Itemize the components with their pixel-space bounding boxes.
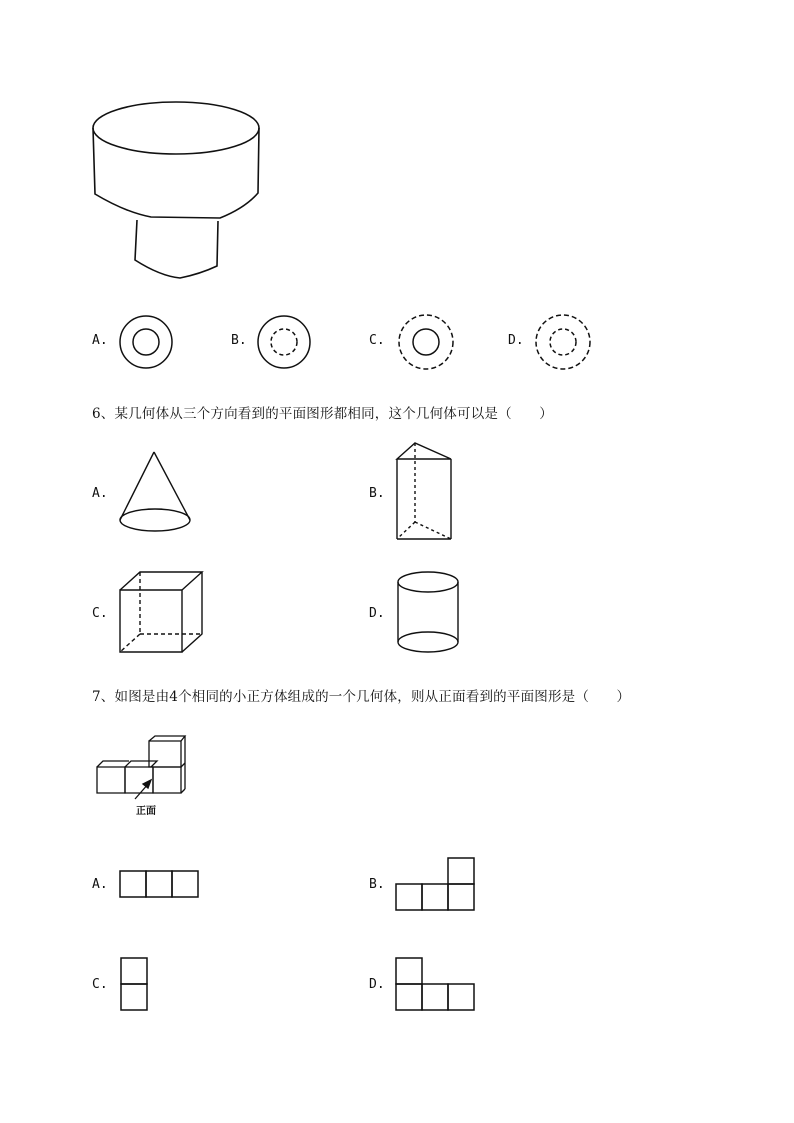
q6-option-b-label[interactable]: B. — [369, 486, 385, 501]
q7-option-b-label[interactable]: B. — [369, 877, 385, 892]
q7-option-c-label[interactable]: C. — [92, 977, 108, 992]
q6-cone-figure[interactable] — [118, 450, 194, 534]
q5-solid-figure — [85, 90, 275, 290]
q7-option-a-figure[interactable] — [118, 869, 200, 899]
q5-option-a-label[interactable]: A. — [92, 333, 108, 348]
q7-option-a-label[interactable]: A. — [92, 877, 108, 892]
q7-option-c-figure[interactable] — [119, 956, 149, 1012]
top-ellipse — [93, 102, 259, 154]
q5-option-b-figure[interactable] — [256, 314, 312, 370]
q6-option-d-label[interactable]: D. — [369, 606, 385, 621]
q5-option-b-label[interactable]: B. — [231, 333, 247, 348]
q6-option-a-label[interactable]: A. — [92, 486, 108, 501]
q5-option-a-figure[interactable] — [118, 314, 174, 370]
q7-front-caption: 正面 — [136, 806, 156, 817]
q6-cube-figure[interactable] — [118, 570, 206, 656]
q7-option-b-figure[interactable] — [394, 856, 476, 912]
q5-option-d-label[interactable]: D. — [508, 333, 524, 348]
q6-cylinder-figure[interactable] — [396, 570, 462, 656]
q7-option-d-figure[interactable] — [394, 956, 476, 1012]
small-cylinder — [135, 220, 218, 278]
q6-option-c-label[interactable]: C. — [92, 606, 108, 621]
q5-option-c-label[interactable]: C. — [369, 333, 385, 348]
q7-option-d-label[interactable]: D. — [369, 977, 385, 992]
q6-prism-figure[interactable] — [393, 440, 457, 544]
q5-option-d-figure[interactable] — [534, 313, 592, 371]
q5-option-c-figure[interactable] — [397, 313, 455, 371]
big-cylinder-side — [93, 128, 259, 218]
q7-question-text: 7、如图是由4个相同的小正方体组成的一个几何体，则从正面看到的平面图形是（ ） — [92, 689, 631, 705]
q7-cubes-figure — [95, 735, 195, 805]
q6-question-text: 6、某几何体从三个方向看到的平面图形都相同，这个几何体可以是（ ） — [92, 406, 553, 422]
